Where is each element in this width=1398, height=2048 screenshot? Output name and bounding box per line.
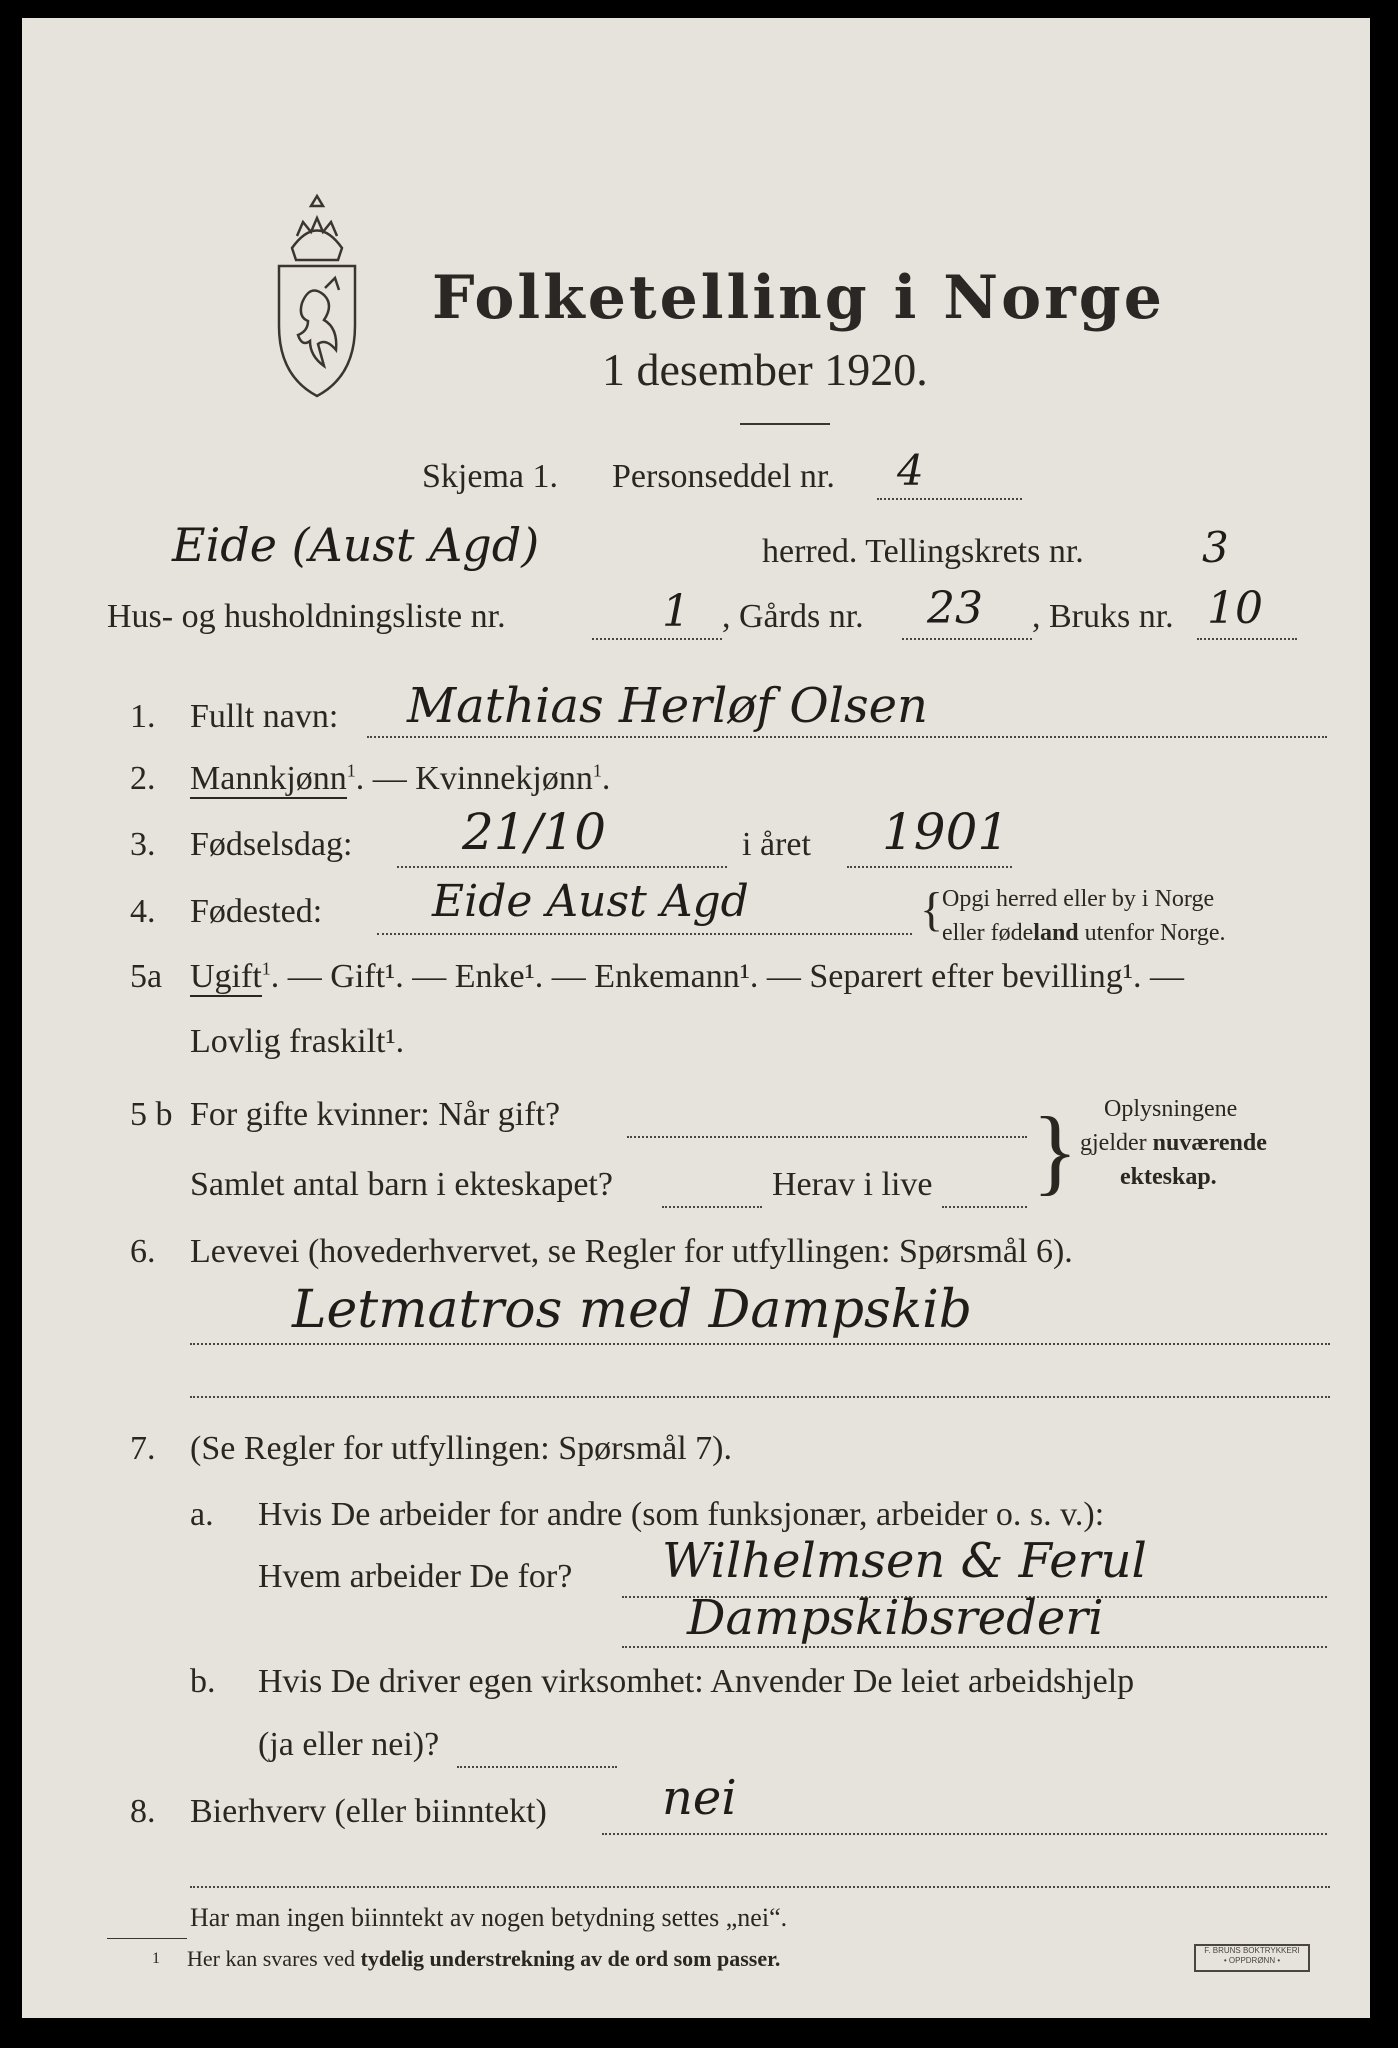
q2-number: 2.	[130, 760, 156, 797]
birthplace-brace: {	[920, 883, 944, 936]
gards-label: , Gårds nr.	[722, 598, 864, 635]
bruks-label: , Bruks nr.	[1032, 598, 1174, 635]
marriage-note-3: ekteskap.	[1120, 1164, 1217, 1190]
marital-status-options: Ugift$^1$. — Gift¹. — Enke¹. — Enkemann¹. — Separert efter bevilling¹. —	[190, 958, 1184, 995]
children-alive-line	[942, 1206, 1027, 1208]
gards-line	[902, 638, 1032, 640]
bruks-value: 10	[1207, 583, 1263, 634]
marriage-note-1: Oplysningene	[1104, 1096, 1238, 1122]
gards-value: 23	[927, 583, 983, 634]
herred-label: herred. Tellingskrets nr.	[762, 533, 1084, 570]
husliste-label: Hus- og husholdningsliste nr.	[107, 598, 506, 635]
children-total-label: Samlet antal barn i ekteskapet?	[190, 1166, 613, 1203]
q1-line	[367, 736, 1327, 738]
q1-label: Fullt navn:	[190, 698, 339, 735]
year-label: i året	[742, 826, 811, 863]
husliste-line	[592, 638, 722, 640]
census-form	[22, 18, 1370, 2018]
birthplace-note-1: Opgi herred eller by i Norge	[942, 886, 1215, 912]
herred-value: Eide (Aust Agd)	[172, 518, 540, 572]
census-date: 1 desember 1920.	[602, 344, 928, 395]
personseddel-value: 4	[897, 446, 924, 495]
tellingskrets-value: 3	[1202, 523, 1229, 572]
footnote-divider	[107, 1938, 187, 1939]
q2-options: Mannkjønn$^1$. — Kvinnekjønn$^1$.	[190, 760, 611, 797]
q7-label: (Se Regler for utfyllingen: Spørsmål 7).	[190, 1430, 733, 1467]
married-when-label: For gifte kvinner: Når gift?	[190, 1096, 561, 1133]
birthyear-line	[847, 866, 1012, 868]
birthplace-value: Eide Aust Agd	[432, 876, 749, 927]
q5a-number: 5a	[130, 958, 163, 995]
q4-number: 4.	[130, 893, 156, 930]
q3-number: 3.	[130, 826, 156, 863]
q3-label: Fødselsdag:	[190, 826, 353, 863]
married-when-line	[627, 1136, 1027, 1138]
q7b-letter: b.	[190, 1663, 216, 1700]
employer-label: Hvem arbeider De for?	[258, 1558, 573, 1595]
marriage-brace: }	[1032, 1097, 1079, 1204]
employer-value-1: Wilhelmsen & Ferul	[662, 1533, 1147, 1589]
occupation-value: Letmatros med Dampskib	[292, 1280, 973, 1340]
q8-label: Bierhverv (eller biinntekt)	[190, 1793, 547, 1830]
occupation-line-2	[190, 1396, 1330, 1398]
q8-number: 8.	[130, 1793, 156, 1830]
q7b-label: Hvis De driver egen virksomhet: Anvender De leiet arbeidshjelp	[258, 1663, 1135, 1700]
side-income-line	[602, 1833, 1327, 1835]
birthplace-line	[377, 933, 912, 935]
q7a-label: Hvis De arbeider for andre (som funksjonær, arbeider o. s. v.):	[258, 1496, 1105, 1533]
employer-value-2: Dampskibsrederi	[687, 1590, 1104, 1646]
divorced-option: Lovlig fraskilt¹.	[190, 1023, 405, 1060]
personseddel-line	[877, 498, 1022, 500]
schema-label: Skjema 1.	[422, 458, 558, 495]
employer-line-2	[622, 1646, 1327, 1648]
q5b-number: 5 b	[130, 1096, 173, 1133]
side-income-line-2	[190, 1886, 1330, 1888]
q6-label: Levevei (hovederhvervet, se Regler for utfyllingen: Spørsmål 6).	[190, 1233, 1073, 1270]
q7b-label-2: (ja eller nei)?	[258, 1726, 440, 1763]
male-option: Mannkjønn	[190, 760, 347, 797]
birthyear-value: 1901	[882, 803, 1010, 861]
children-total-line	[662, 1206, 762, 1208]
marriage-note-2: gjelder nuværende	[1080, 1130, 1267, 1156]
children-alive-label: Herav i live	[772, 1166, 933, 1203]
q6-number: 6.	[130, 1233, 156, 1270]
full-name-value: Mathias Herløf Olsen	[407, 678, 928, 734]
norwegian-coat-of-arms-icon	[267, 188, 367, 408]
bruks-line	[1197, 638, 1297, 640]
q1-number: 1.	[130, 698, 156, 735]
unmarried-option: Ugift	[190, 958, 262, 995]
printer-stamp: F. BRUNS BOKTRYKKERI • OPPDRØNN •	[1194, 1944, 1310, 1972]
birthdate-line	[397, 866, 727, 868]
personseddel-label: Personseddel nr.	[612, 458, 835, 495]
female-option: . — Kvinnekjønn	[355, 760, 593, 797]
q7a-letter: a.	[190, 1496, 214, 1533]
birthplace-note-2: eller fødeland utenfor Norge.	[942, 920, 1226, 946]
q4-label: Fødested:	[190, 893, 323, 930]
footnote-number: 1	[152, 1950, 160, 1967]
birthdate-value: 21/10	[462, 803, 607, 861]
form-title: Folketelling i Norge	[432, 263, 1165, 333]
title-divider	[740, 423, 830, 425]
husliste-value: 1	[662, 586, 690, 637]
side-income-value: nei	[662, 1770, 737, 1826]
footer-note: Har man ingen biinntekt av nogen betydning settes „nei“.	[190, 1903, 788, 1932]
occupation-line-1	[190, 1343, 1330, 1345]
footnote-text: Her kan svares ved tydelig understrekning av de ord som passer.	[187, 1946, 781, 1971]
q7-number: 7.	[130, 1430, 156, 1467]
hired-help-line	[457, 1766, 617, 1768]
